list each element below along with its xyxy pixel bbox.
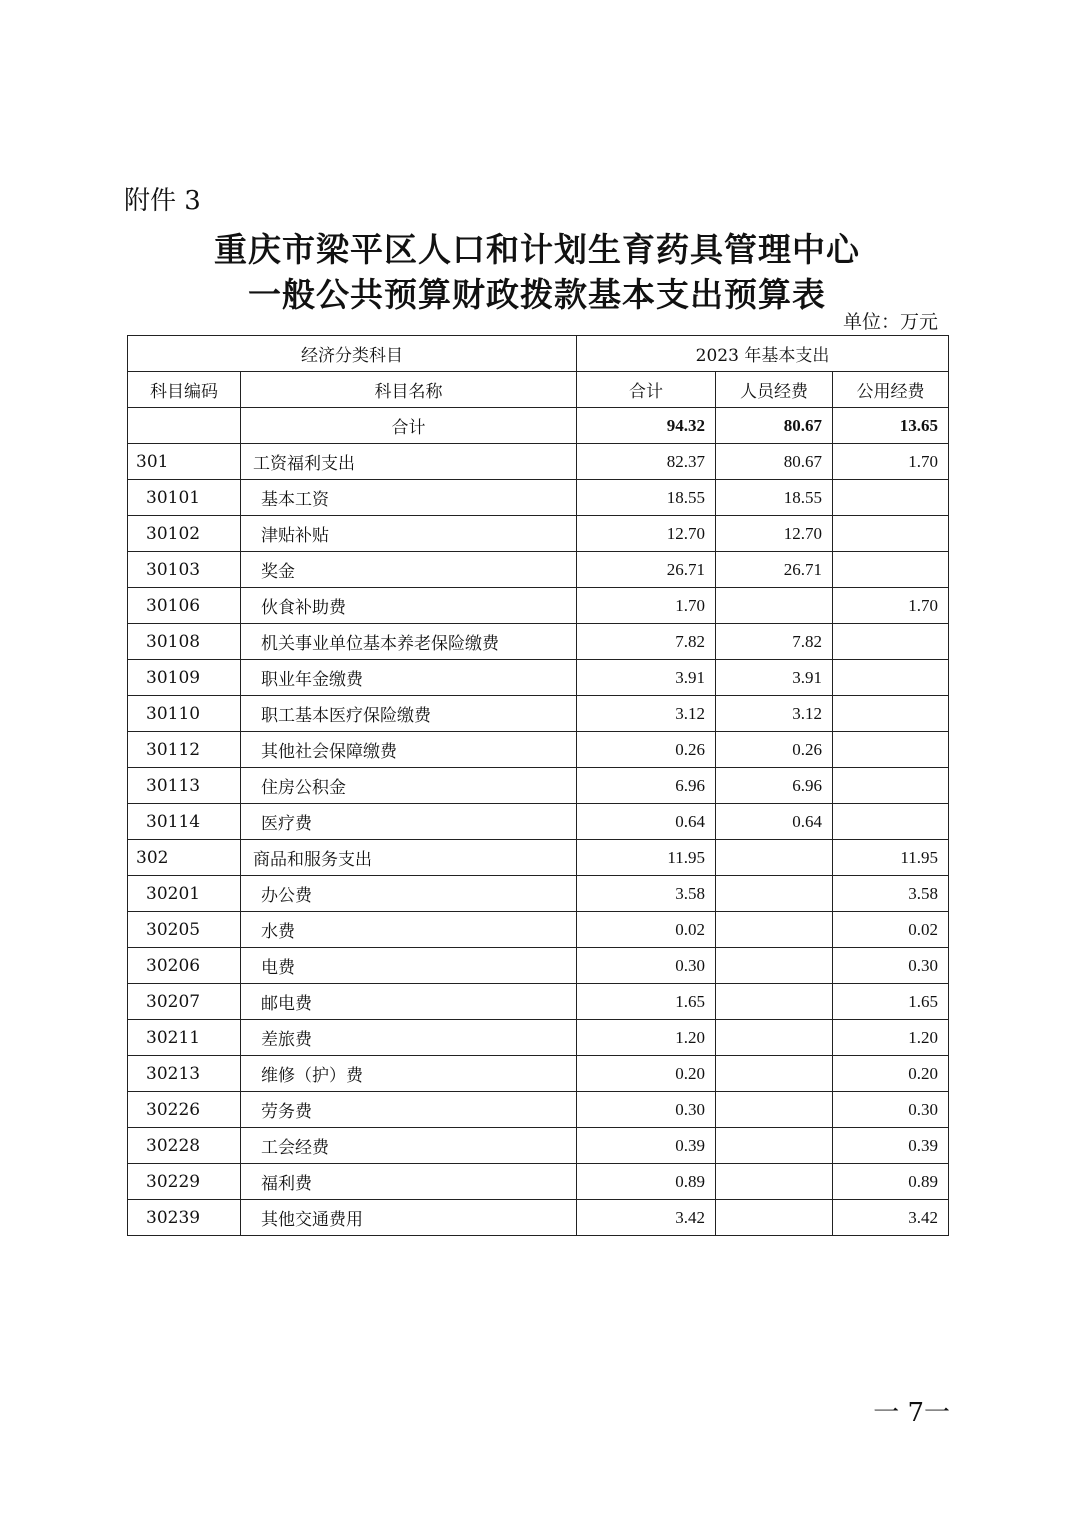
row-personnel <box>716 984 833 1020</box>
table-row <box>128 444 949 480</box>
attachment-label: 附件 3 <box>124 186 201 216</box>
table-row <box>128 624 949 660</box>
row-name: 基本工资 <box>241 480 577 516</box>
row-code: 30112 <box>128 732 241 768</box>
row-total: 0.26 <box>577 732 716 768</box>
row-code: 30108 <box>128 624 241 660</box>
row-code: 301 <box>128 444 241 480</box>
row-name: 津贴补贴 <box>241 516 577 552</box>
table-row <box>128 516 949 552</box>
row-total: 0.30 <box>577 948 716 984</box>
row-total: 1.20 <box>577 1020 716 1056</box>
row-code: 30205 <box>128 912 241 948</box>
row-name: 水费 <box>241 912 577 948</box>
row-total: 1.65 <box>577 984 716 1020</box>
row-personnel <box>716 1164 833 1200</box>
row-public: 0.20 <box>833 1056 949 1092</box>
row-personnel <box>716 1128 833 1164</box>
table-row <box>128 552 949 588</box>
table-row <box>128 660 949 696</box>
table-row <box>128 876 949 912</box>
row-personnel <box>716 840 833 876</box>
header-name: 科目名称 <box>241 372 577 408</box>
header-row-2 <box>128 372 949 408</box>
row-name: 差旅费 <box>241 1020 577 1056</box>
row-personnel: 18.55 <box>716 480 833 516</box>
row-code: 30103 <box>128 552 241 588</box>
row-public: 3.42 <box>833 1200 949 1236</box>
row-total: 0.02 <box>577 912 716 948</box>
header-total: 合计 <box>577 372 716 408</box>
row-personnel: 80.67 <box>716 444 833 480</box>
table-row <box>128 984 949 1020</box>
row-public <box>833 480 949 516</box>
row-name: 住房公积金 <box>241 768 577 804</box>
total-code <box>128 408 241 444</box>
row-personnel: 0.26 <box>716 732 833 768</box>
row-name: 商品和服务支出 <box>241 840 577 876</box>
row-code: 30226 <box>128 1092 241 1128</box>
header-personnel: 人员经费 <box>716 372 833 408</box>
row-name: 办公费 <box>241 876 577 912</box>
row-public <box>833 732 949 768</box>
unit-label: 单位：万元 <box>842 311 938 333</box>
row-personnel: 3.91 <box>716 660 833 696</box>
row-name: 职业年金缴费 <box>241 660 577 696</box>
row-name: 职工基本医疗保险缴费 <box>241 696 577 732</box>
row-name: 其他社会保障缴费 <box>241 732 577 768</box>
row-personnel <box>716 1056 833 1092</box>
row-public <box>833 624 949 660</box>
document-title-line2: 一般公共预算财政拨款基本支出预算表 <box>248 275 826 314</box>
table-row <box>128 804 949 840</box>
row-total: 3.42 <box>577 1200 716 1236</box>
total-name: 合计 <box>241 408 577 444</box>
row-personnel: 6.96 <box>716 768 833 804</box>
page-number: 一 7一 <box>873 1398 950 1428</box>
table-row <box>128 1092 949 1128</box>
row-total: 0.20 <box>577 1056 716 1092</box>
row-total: 1.70 <box>577 588 716 624</box>
row-code: 30206 <box>128 948 241 984</box>
row-public: 11.95 <box>833 840 949 876</box>
row-public <box>833 516 949 552</box>
row-name: 维修（护）费 <box>241 1056 577 1092</box>
row-code: 30106 <box>128 588 241 624</box>
total-personnel: 80.67 <box>716 408 833 444</box>
row-name: 工资福利支出 <box>241 444 577 480</box>
row-code: 30239 <box>128 1200 241 1236</box>
row-code: 30229 <box>128 1164 241 1200</box>
row-total: 82.37 <box>577 444 716 480</box>
table-row <box>128 1056 949 1092</box>
row-public: 0.30 <box>833 1092 949 1128</box>
row-code: 30201 <box>128 876 241 912</box>
row-personnel <box>716 588 833 624</box>
table-row <box>128 1128 949 1164</box>
row-personnel: 26.71 <box>716 552 833 588</box>
row-public: 0.30 <box>833 948 949 984</box>
row-total: 3.12 <box>577 696 716 732</box>
row-code: 30101 <box>128 480 241 516</box>
table-row <box>128 840 949 876</box>
row-total: 12.70 <box>577 516 716 552</box>
table-row <box>128 480 949 516</box>
row-public <box>833 696 949 732</box>
row-name: 劳务费 <box>241 1092 577 1128</box>
row-public: 0.39 <box>833 1128 949 1164</box>
row-name: 医疗费 <box>241 804 577 840</box>
table-row <box>128 696 949 732</box>
row-name: 工会经费 <box>241 1128 577 1164</box>
row-total: 11.95 <box>577 840 716 876</box>
row-personnel: 0.64 <box>716 804 833 840</box>
header-row-1 <box>128 336 949 372</box>
row-public: 3.58 <box>833 876 949 912</box>
row-public: 1.65 <box>833 984 949 1020</box>
row-code: 30102 <box>128 516 241 552</box>
header-basic-expenditure: 2023 年基本支出 <box>577 336 949 372</box>
table-row <box>128 588 949 624</box>
row-total: 0.30 <box>577 1092 716 1128</box>
row-total: 7.82 <box>577 624 716 660</box>
row-public: 0.02 <box>833 912 949 948</box>
row-code: 30113 <box>128 768 241 804</box>
row-code: 30213 <box>128 1056 241 1092</box>
row-public: 1.70 <box>833 444 949 480</box>
row-personnel <box>716 876 833 912</box>
row-public <box>833 768 949 804</box>
row-personnel <box>716 1200 833 1236</box>
row-name: 福利费 <box>241 1164 577 1200</box>
row-name: 邮电费 <box>241 984 577 1020</box>
table-row <box>128 948 949 984</box>
table-row <box>128 1200 949 1236</box>
total-public: 13.65 <box>833 408 949 444</box>
row-name: 其他交通费用 <box>241 1200 577 1236</box>
row-total: 3.58 <box>577 876 716 912</box>
budget-table <box>127 335 949 1236</box>
row-code: 30207 <box>128 984 241 1020</box>
row-personnel <box>716 912 833 948</box>
total-amount: 94.32 <box>577 408 716 444</box>
row-code: 30114 <box>128 804 241 840</box>
row-total: 0.39 <box>577 1128 716 1164</box>
row-total: 18.55 <box>577 480 716 516</box>
row-total: 3.91 <box>577 660 716 696</box>
header-econ-category: 经济分类科目 <box>128 336 577 372</box>
table-row <box>128 768 949 804</box>
row-code: 30110 <box>128 696 241 732</box>
row-public <box>833 804 949 840</box>
header-code: 科目编码 <box>128 372 241 408</box>
row-total: 6.96 <box>577 768 716 804</box>
row-name: 伙食补助费 <box>241 588 577 624</box>
row-personnel <box>716 1020 833 1056</box>
row-total: 0.89 <box>577 1164 716 1200</box>
row-name: 奖金 <box>241 552 577 588</box>
row-name: 机关事业单位基本养老保险缴费 <box>241 624 577 660</box>
table-row <box>128 912 949 948</box>
table-row <box>128 1020 949 1056</box>
row-code: 302 <box>128 840 241 876</box>
row-code: 30228 <box>128 1128 241 1164</box>
header-public: 公用经费 <box>833 372 949 408</box>
row-personnel <box>716 1092 833 1128</box>
row-public: 0.89 <box>833 1164 949 1200</box>
document-title-line1: 重庆市梁平区人口和计划生育药具管理中心 <box>214 230 860 269</box>
table-row <box>128 1164 949 1200</box>
row-public: 1.70 <box>833 588 949 624</box>
row-total: 26.71 <box>577 552 716 588</box>
row-public <box>833 660 949 696</box>
row-personnel <box>716 948 833 984</box>
row-public: 1.20 <box>833 1020 949 1056</box>
row-code: 30211 <box>128 1020 241 1056</box>
total-row <box>128 408 949 444</box>
row-total: 0.64 <box>577 804 716 840</box>
row-code: 30109 <box>128 660 241 696</box>
row-public <box>833 552 949 588</box>
row-personnel: 3.12 <box>716 696 833 732</box>
row-personnel: 12.70 <box>716 516 833 552</box>
row-personnel: 7.82 <box>716 624 833 660</box>
row-name: 电费 <box>241 948 577 984</box>
table-row <box>128 732 949 768</box>
